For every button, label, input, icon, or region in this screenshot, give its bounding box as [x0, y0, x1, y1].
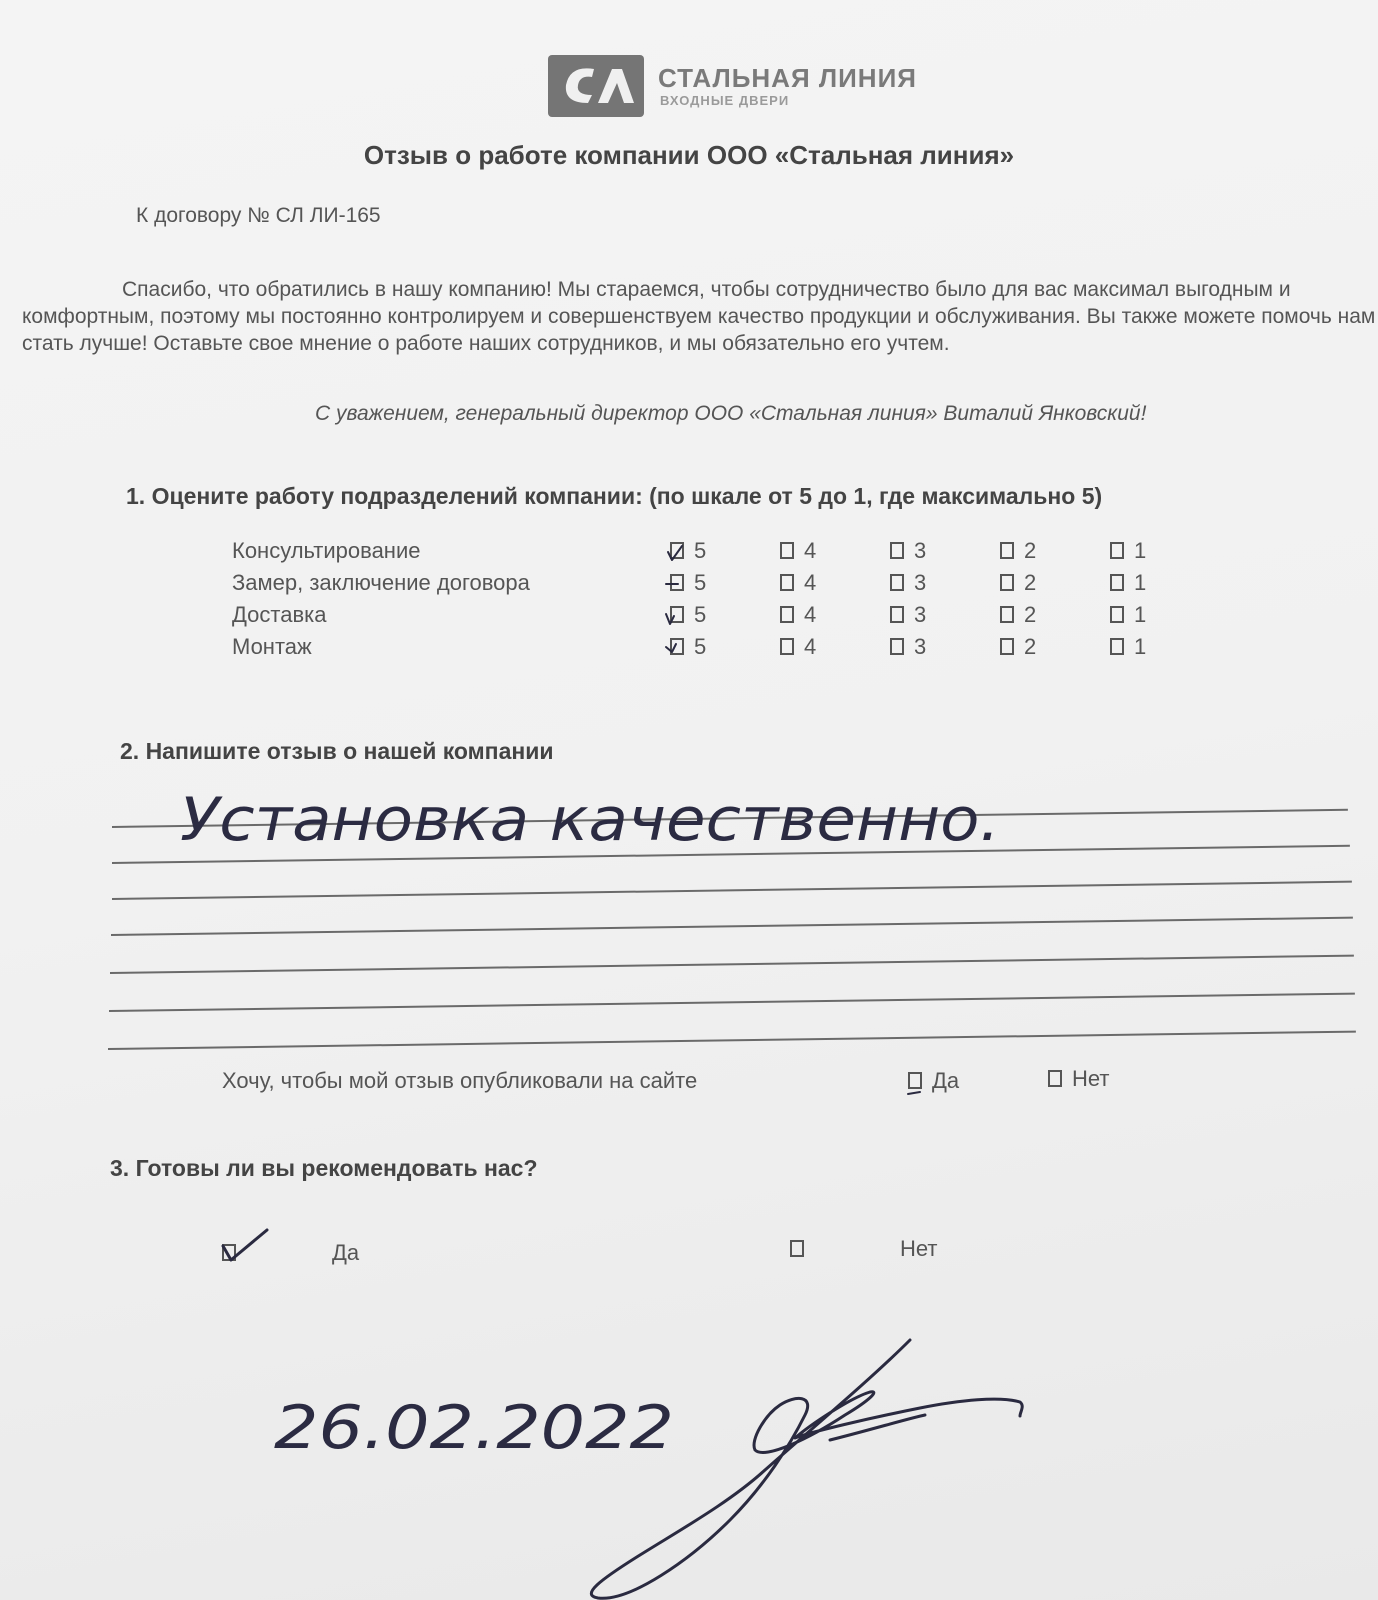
logo-name: СТАЛЬНАЯ ЛИНИЯ — [658, 63, 917, 93]
rating-row-installation — [232, 634, 1232, 664]
rating-option-1[interactable]: 1 — [1110, 602, 1146, 628]
checkbox[interactable] — [908, 1072, 922, 1089]
checkbox[interactable] — [780, 638, 794, 655]
checkbox[interactable] — [780, 574, 794, 591]
rating-option-2[interactable]: 2 — [1000, 634, 1036, 660]
intro-text: Спасибо, что обратились в нашу компанию! Мы стараемся, чтобы сотрудничество было для вас максимал выгодным и комфортным, поэтому мы постоянно контролируем и совершенствуем качество продукции и обслуживания. Вы также можете помочь нам стать лучше! Оставьте свое мнение о работе наших сотрудников, и мы обязательно его учтем. — [22, 278, 1376, 355]
rating-option-5[interactable]: 5 — [670, 602, 706, 628]
rating-row-label: Замер, заключение договора — [232, 570, 530, 595]
question-2-heading: 2. Напишите отзыв о нашей компании — [120, 738, 554, 764]
checkbox[interactable] — [780, 542, 794, 559]
answer-line — [108, 1031, 1356, 1050]
rating-option-4[interactable]: 4 — [780, 570, 816, 596]
rating-option-1[interactable]: 1 — [1110, 538, 1146, 564]
check-mark-icon — [668, 546, 682, 560]
recommend-yes-mark — [215, 1226, 275, 1266]
rating-option-5[interactable]: 5 — [670, 538, 706, 564]
rating-row-delivery — [232, 602, 1232, 632]
logo-subtitle: ВХОДНЫЕ ДВЕРИ — [660, 93, 790, 108]
rating-option-3[interactable]: 3 — [890, 602, 926, 628]
rating-row-measurement — [232, 570, 1232, 600]
publish-consent-label: Хочу, чтобы мой отзыв опубликовали на сайте — [222, 1068, 698, 1093]
rating-row-label: Монтаж — [232, 634, 312, 659]
checkbox[interactable] — [1110, 542, 1124, 559]
recommend-no-option[interactable]: Нет — [790, 1236, 937, 1262]
closing-signature-text: С уважением, генеральный директор ООО «Стальная линия» Виталий Янковский! — [315, 402, 1147, 425]
question-3-heading: 3. Готовы ли вы рекомендовать нас? — [110, 1155, 538, 1181]
rating-row-consulting — [232, 538, 1232, 568]
recommend-yes-option[interactable]: Да — [222, 1240, 359, 1266]
rating-option-3[interactable]: 3 — [890, 538, 926, 564]
checkbox[interactable] — [780, 606, 794, 623]
rating-option-1[interactable]: 1 — [1110, 570, 1146, 596]
rating-option-2[interactable]: 2 — [1000, 602, 1036, 628]
checkbox[interactable] — [1048, 1070, 1062, 1087]
check-mark-icon — [908, 1092, 920, 1094]
form-title: Отзыв о работе компании ООО «Стальная линия» — [363, 140, 1015, 170]
handwritten-date-text: 26.02.2022 — [274, 1393, 674, 1463]
rating-option-2[interactable]: 2 — [1000, 570, 1036, 596]
rating-option-4[interactable]: 4 — [780, 538, 816, 564]
checkbox[interactable] — [1000, 638, 1014, 655]
checkbox[interactable] — [890, 542, 904, 559]
check-mark-icon — [223, 1230, 267, 1260]
signature — [580, 1320, 1050, 1600]
checkbox[interactable] — [1110, 606, 1124, 623]
checkbox[interactable] — [890, 638, 904, 655]
checkbox[interactable] — [1000, 542, 1014, 559]
checkbox[interactable] — [1000, 606, 1014, 623]
rating-option-2[interactable]: 2 — [1000, 538, 1036, 564]
publish-yes-mark — [906, 1090, 926, 1100]
answer-line — [112, 881, 1352, 900]
checkbox[interactable] — [790, 1240, 804, 1257]
publish-no-option[interactable]: Нет — [1048, 1066, 1109, 1092]
check-mark-icon — [666, 644, 676, 652]
rating-row-label: Доставка — [232, 602, 327, 627]
logo-mark-graphic — [548, 55, 644, 117]
rating-option-5[interactable]: 5 — [670, 570, 706, 596]
question-1-heading: 1. Оцените работу подразделений компании: (по шкале от 5 до 1, где максимально 5) — [126, 483, 1103, 509]
checkbox[interactable] — [890, 574, 904, 591]
checkbox[interactable] — [1000, 574, 1014, 591]
rating-option-1[interactable]: 1 — [1110, 634, 1146, 660]
answer-line — [111, 917, 1353, 936]
contract-number: К договору № СЛ ЛИ-165 — [136, 204, 381, 227]
rating-row-label: Консультирование — [232, 538, 421, 563]
rating-check-marks — [660, 540, 700, 670]
rating-option-4[interactable]: 4 — [780, 602, 816, 628]
check-mark-icon — [666, 614, 674, 624]
rating-option-3[interactable]: 3 — [890, 634, 926, 660]
checkbox[interactable] — [890, 606, 904, 623]
checkbox[interactable] — [1110, 638, 1124, 655]
handwritten-review-text: Установка качественно. — [180, 785, 1000, 855]
handwritten-review — [170, 770, 1030, 870]
checkbox[interactable] — [1110, 574, 1124, 591]
company-logo — [548, 55, 948, 117]
rating-option-4[interactable]: 4 — [780, 634, 816, 660]
rating-option-3[interactable]: 3 — [890, 570, 926, 596]
logo-mark — [548, 55, 644, 117]
publish-yes-option[interactable]: Да — [908, 1068, 959, 1094]
rating-option-5[interactable]: 5 — [670, 634, 706, 660]
answer-line — [110, 955, 1354, 974]
answer-line — [109, 993, 1355, 1012]
intro-paragraph — [22, 276, 1378, 357]
